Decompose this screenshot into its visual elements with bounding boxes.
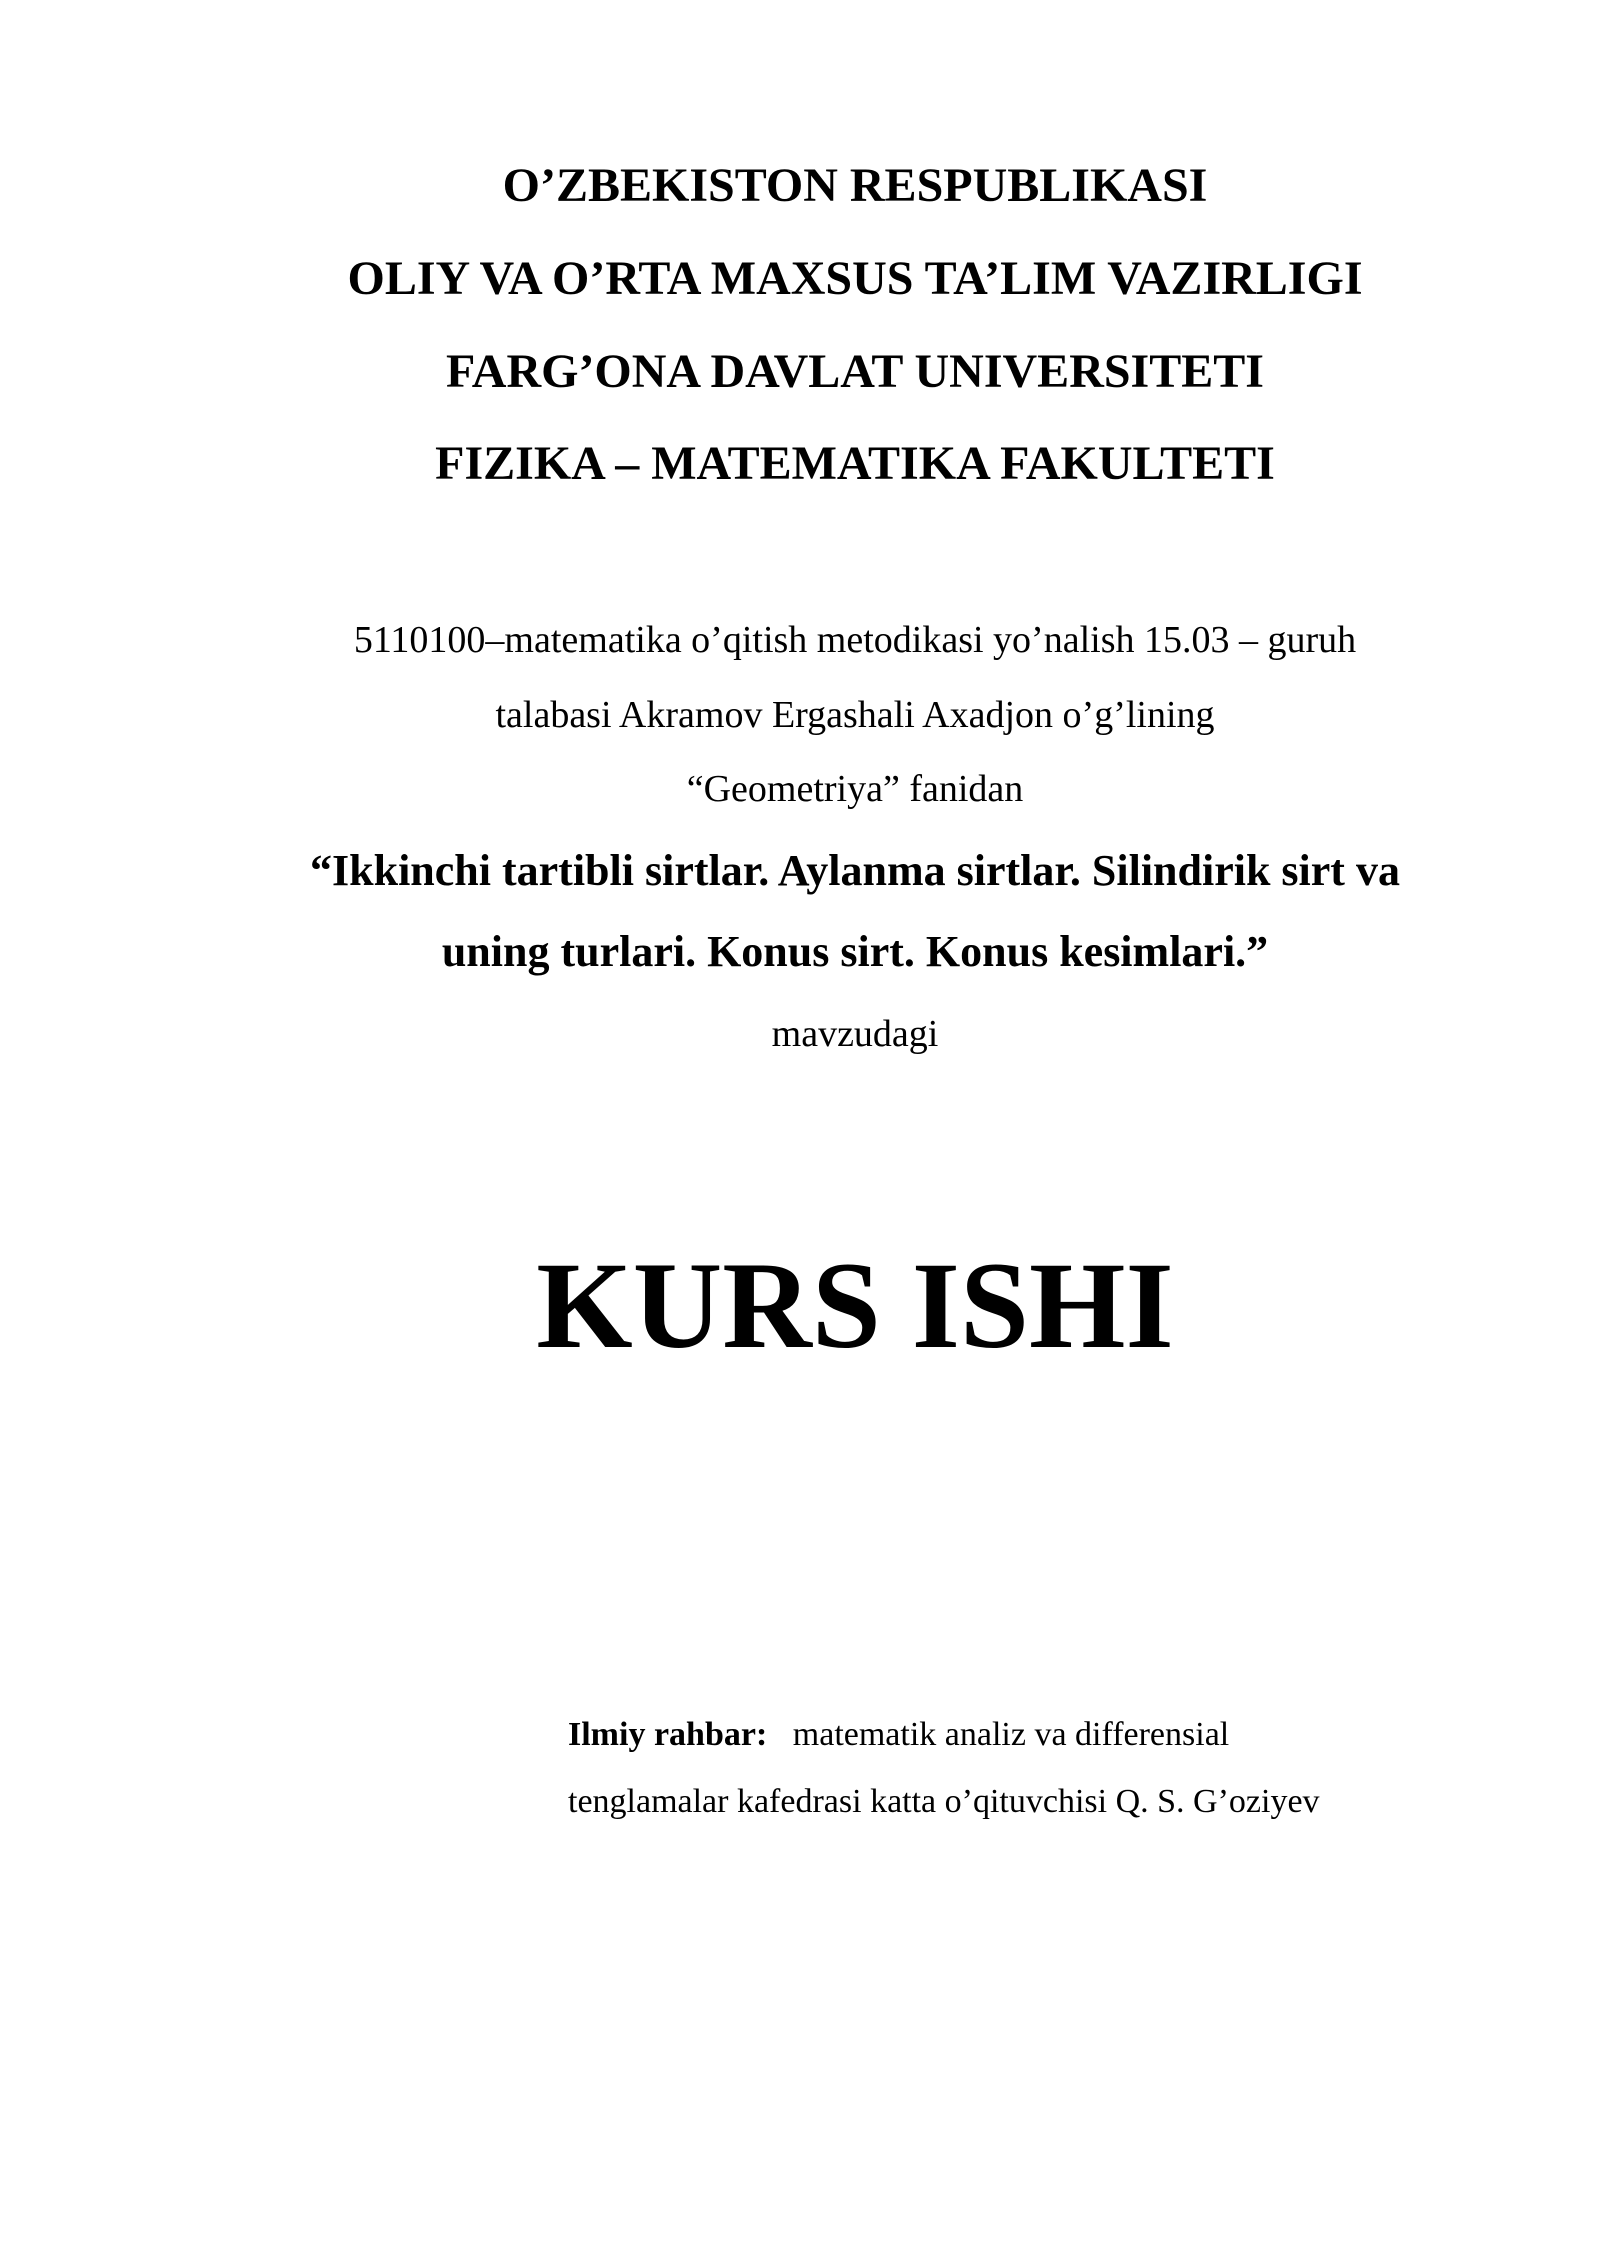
supervisor-line-2: tenglamalar kafedrasi katta o’qituvchisi Q. S. G’oziyev	[568, 1783, 1320, 1820]
info-student-line: talabasi Akramov Ergashali Axadjon o’g’lining	[495, 694, 1215, 736]
supervisor-line-1	[568, 1714, 1229, 1756]
supervisor-label: Ilmiy rahbar:	[568, 1716, 768, 1753]
header-republic: O’ZBEKISTON RESPUBLIKASI	[502, 159, 1208, 212]
header-university: FARG’ONA DAVLAT UNIVERSITETI	[446, 345, 1264, 398]
header-ministry: OLIY VA O’RTA MAXSUS TA’LIM VAZIRLIGI	[347, 252, 1363, 305]
info-subject-line: “Geometriya” fanidan	[686, 768, 1024, 810]
header-faculty: FIZIKA – MATEMATIKA FAKULTETI	[435, 437, 1275, 490]
document-title: KURS ISHI	[536, 1237, 1174, 1374]
info-group-line: 5110100–matematika o’qitish metodikasi yo’nalish 15.03 – guruh	[353, 619, 1357, 661]
topic-suffix: mavzudagi	[771, 1013, 939, 1055]
supervisor-department: matematik analiz va differensial	[792, 1716, 1230, 1753]
topic-line-1: “Ikkinchi tartibli sirtlar. Aylanma sirtlar. Silindirik sirt va	[310, 846, 1400, 895]
topic-line-2: uning turlari. Konus sirt. Konus kesimlari.”	[441, 927, 1269, 976]
